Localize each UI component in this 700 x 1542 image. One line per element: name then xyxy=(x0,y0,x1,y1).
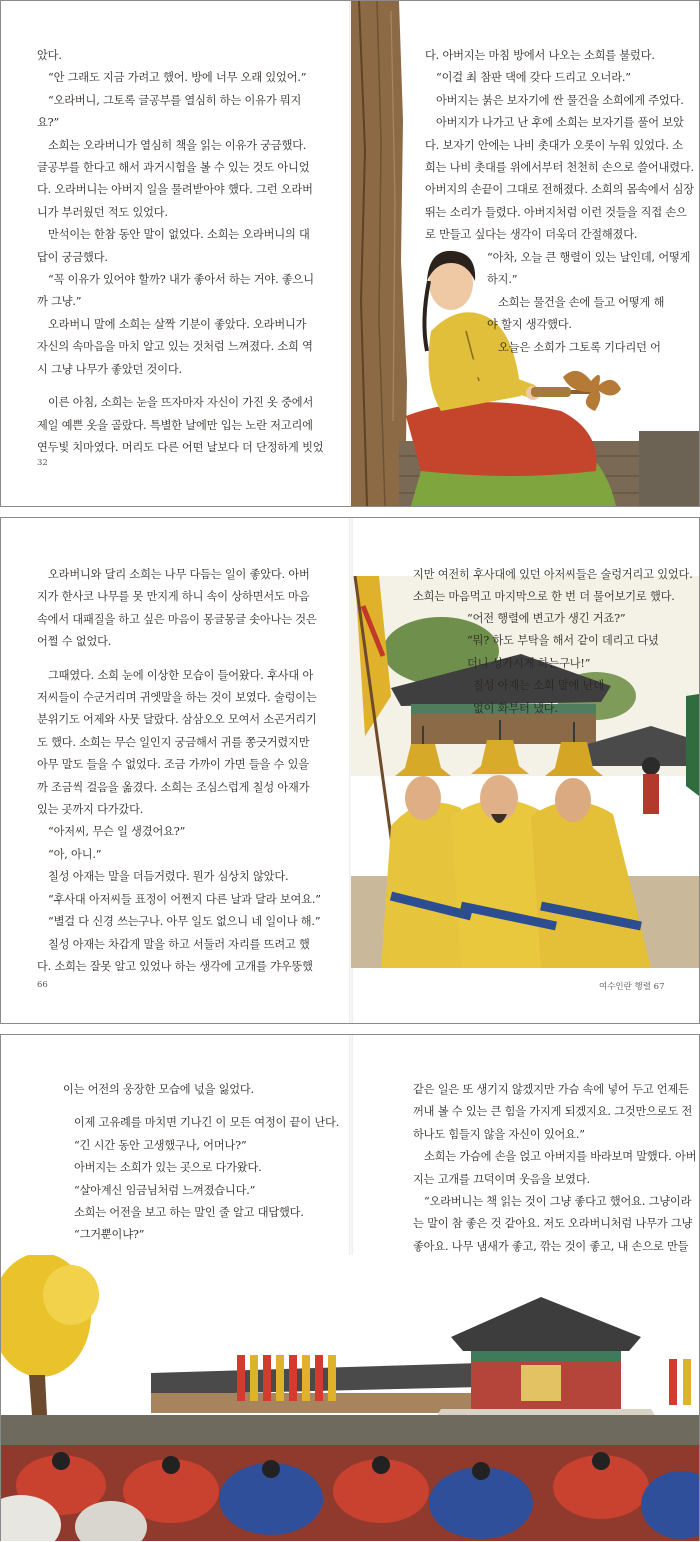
text-line: 글공부를 한다고 해서 과거시험을 볼 수 있는 것도 아니었 xyxy=(37,161,310,175)
text-line: 다. 아버지는 마침 방에서 나오는 소희를 불렀다. xyxy=(425,49,655,62)
right-page-text-narrow xyxy=(487,247,690,359)
text-line: 아버지가 나가고 난 후에 소희는 보자기를 풀어 보았 xyxy=(436,116,684,130)
text-line: 없이 화부터 냈다. xyxy=(473,701,558,715)
page-number: 66 xyxy=(37,980,48,990)
text-line: 하지.” xyxy=(487,273,518,287)
page-number: 32 xyxy=(37,458,48,468)
text-line: “아차, 오늘 큰 행렬이 있는 날인데, 어떻게 xyxy=(487,251,691,264)
text-line: 이른 아침, 소희는 눈을 뜨자마자 자신이 가진 옷 중에서 xyxy=(48,396,314,410)
text-line: 꺼내 볼 수 있는 큰 힘을 가지게 되겠지요. 그것만으로도 전 xyxy=(413,1105,693,1119)
left-page-text xyxy=(63,1079,339,1247)
text-line: 지가 한사코 나무를 못 만지게 하니 속이 상하면서도 마음 xyxy=(37,590,310,604)
text-line: 이제 고유례를 마치면 기나긴 이 모든 여정이 끝이 난다. xyxy=(74,1116,340,1130)
text-line: “뭐? 하도 부탁을 해서 같이 데리고 다녔 xyxy=(467,634,659,648)
text-line: 도 했다. 소희는 무슨 일인지 궁금해서 귀를 쫑긋거렸지만 xyxy=(37,735,310,749)
text-line: 시 그냥 나무가 좋았던 것이다. xyxy=(37,362,182,376)
text-line: “안 그래도 지금 가려고 했어. 방에 너무 오래 있었어.” xyxy=(48,71,307,85)
paragraph-gap xyxy=(63,1101,339,1112)
text-line: 답이 궁금했다. xyxy=(37,250,108,264)
text-line: 소희는 가슴에 손을 얹고 아버지를 바라보며 말했다. 아버 xyxy=(424,1150,697,1164)
text-line: “후사대 아저씨들 표정이 어쩐지 다른 날과 달라 보여요.” xyxy=(48,892,321,906)
text-line: 자신의 속마음을 마치 알고 있는 것처럼 느껴졌다. 소희 역 xyxy=(37,340,313,354)
text-line: “아저씨, 무슨 일 생겼어요?” xyxy=(48,825,186,839)
text-line: 더니 성가시게 하는구나!” xyxy=(467,656,591,670)
text-line: “살아계신 임금님처럼 느껴졌습니다.” xyxy=(74,1183,256,1197)
text-line: 연두빛 치마였다. 머리도 다른 어떤 날보다 더 단정하게 빗었 xyxy=(37,440,324,454)
text-line: “이걸 최 참판 댁에 갖다 드리고 오너라.” xyxy=(436,71,631,85)
text-line: 까 조금씩 걸음을 옮겼다. 소희는 조심스럽게 칠성 아재가 xyxy=(37,780,310,794)
text-line: “오라버니는 책 읽는 것이 그냥 좋다고 했어요. 그냥이라 xyxy=(424,1195,692,1209)
text-line: 뛰는 소리가 들렸다. 아버지처럼 이런 것들을 직접 손으 xyxy=(425,205,687,219)
text-line: 제일 예쁜 옷을 골랐다. 특별한 날에만 입는 노란 저고리에 xyxy=(37,418,313,432)
text-line: 다. 소희는 잘못 알고 있었나 하는 생각에 고개를 갸우뚱했 xyxy=(37,959,313,973)
text-line: 그때였다. 소희 눈에 이상한 모습이 들어왔다. 후사대 아 xyxy=(48,668,314,682)
text-line: 요?” xyxy=(37,116,60,130)
text-line: 저씨들이 수군거리며 귀엣말을 하는 것이 보였다. 술렁이는 xyxy=(37,691,317,705)
text-line: “긴 시간 동안 고생했구나, 어머나?” xyxy=(74,1138,247,1152)
text-line: 로 만들고 싶다는 생각이 더욱더 간절해졌다. xyxy=(425,228,638,242)
text-line: “그거뿐이냐?” xyxy=(74,1228,145,1242)
text-line: 오늘은 소희가 그토록 기다리던 어 xyxy=(498,340,661,354)
book-spread-pages-32-33 xyxy=(0,0,700,507)
text-line: 아버지는 붉은 보자기에 싼 물건을 소희에게 주었다. xyxy=(436,93,684,107)
right-page-text xyxy=(413,564,693,609)
text-line: 만석이는 한참 동안 말이 없었다. 소희는 오라버니의 대 xyxy=(48,228,310,242)
text-line: 소희는 물건을 손에 들고 어떻게 해 xyxy=(498,295,665,309)
text-line: 지는 고개를 끄덕이며 웃음을 보였다. xyxy=(413,1172,590,1186)
text-line: 속에서 대패질을 하고 싶은 마음이 몽글몽글 솟아나는 것은 xyxy=(37,612,317,626)
text-line: 아버지의 손끝이 그대로 전해졌다. 소희의 몸속에서 심장 xyxy=(425,183,694,197)
text-line: 아버지는 소희가 있는 곳으로 다가왔다. xyxy=(74,1161,262,1175)
text-line: 오라버니 말에 소희는 살짝 기분이 좋았다. 오라버니가 xyxy=(48,317,307,331)
text-line: 칠성 아재는 소희 말에 난데 xyxy=(473,679,604,693)
text-line: 칠성 아재는 말을 더듬거렸다. 뭔가 심상치 않았다. xyxy=(48,870,289,884)
text-line: “아, 아니.” xyxy=(48,847,102,861)
left-page-text xyxy=(37,564,321,978)
text-line: 다. 오라버니는 아버지 일을 물려받아야 했다. 그런 오라버 xyxy=(37,183,313,197)
text-line: 다. 보자기 안에는 나비 촛대가 오롯이 누워 있었다. 소 xyxy=(425,138,683,152)
text-line: “어전 행렬에 변고가 생긴 거죠?” xyxy=(467,612,626,625)
text-line: 칠성 아재는 차갑게 말을 하고 서둘러 자리를 뜨려고 했 xyxy=(48,937,310,951)
text-line: 같은 일은 또 생기지 않겠지만 가슴 속에 넣어 두고 언제든 xyxy=(413,1083,689,1096)
text-line: 소희는 오라버니가 열심히 책을 읽는 이유가 궁금했다. xyxy=(48,138,307,152)
book-spread-pages-66-67 xyxy=(0,517,700,1024)
text-line: 이는 어전의 웅장한 모습에 넋을 잃었다. xyxy=(63,1083,254,1096)
text-line: 소희는 어전을 보고 하는 말인 줄 알고 대답했다. xyxy=(74,1206,304,1220)
right-page-text-narrow xyxy=(467,608,659,720)
text-line: 아무 말도 들을 수 없었다. 조금 가까이 가면 들을 수 있을 xyxy=(37,758,309,772)
text-line: “꼭 이유가 있어야 할까? 내가 좋아서 하는 거야. 좋으니 xyxy=(48,273,314,287)
text-line: 는 말이 참 좋은 것 같아요. 저도 오라버니처럼 나무가 그냥 xyxy=(413,1217,693,1231)
text-line: 있는 곳까지 다가갔다. xyxy=(37,803,144,817)
page-footer-title: 여수인란 행렬 67 xyxy=(599,982,665,992)
text-line: 오라버니와 달리 소희는 나무 다듬는 일이 좋았다. 아버 xyxy=(48,568,310,581)
left-page-text xyxy=(37,45,323,459)
text-line: 니가 부러웠던 적도 있었다. xyxy=(37,205,168,219)
illustration-bowing-procession-before-shrine xyxy=(1,1255,699,1541)
text-line: 하나도 힘들지 않을 자신이 있어요.” xyxy=(413,1127,585,1141)
paragraph-gap xyxy=(37,381,323,392)
book-spread-procession-ceremony xyxy=(0,1034,700,1541)
right-page-text xyxy=(425,45,694,247)
text-line: 지만 여전히 후사대에 있던 아저씨들은 술렁거리고 있었다. xyxy=(413,568,693,581)
text-line: 어쩔 수 없었다. xyxy=(37,635,112,649)
text-line: 야 할지 생각했다. xyxy=(487,318,572,332)
text-line: 분위기도 어제와 사뭇 달랐다. 삼삼오오 모여서 소곤거리기 xyxy=(37,713,317,727)
text-line: “별걸 다 신경 쓰는구나. 아무 일도 없으니 네 일이나 해.” xyxy=(48,915,321,929)
text-line: “오라버니, 그토록 글공부를 열심히 하는 이유가 뭐지 xyxy=(48,93,302,107)
text-line: 까 그냥.” xyxy=(37,295,82,309)
text-line: 소희는 마음먹고 마지막으로 한 번 더 물어보기로 했다. xyxy=(413,590,675,604)
text-line: 았다. xyxy=(37,49,62,62)
paragraph-gap xyxy=(37,654,321,665)
text-line: 희는 나비 촛대를 위에서부터 천천히 손으로 쓸어내렸다. xyxy=(425,161,694,175)
text-line: 좋아요. 나무 냄새가 좋고, 깎는 것이 좋고, 내 손으로 만들 xyxy=(413,1239,689,1253)
